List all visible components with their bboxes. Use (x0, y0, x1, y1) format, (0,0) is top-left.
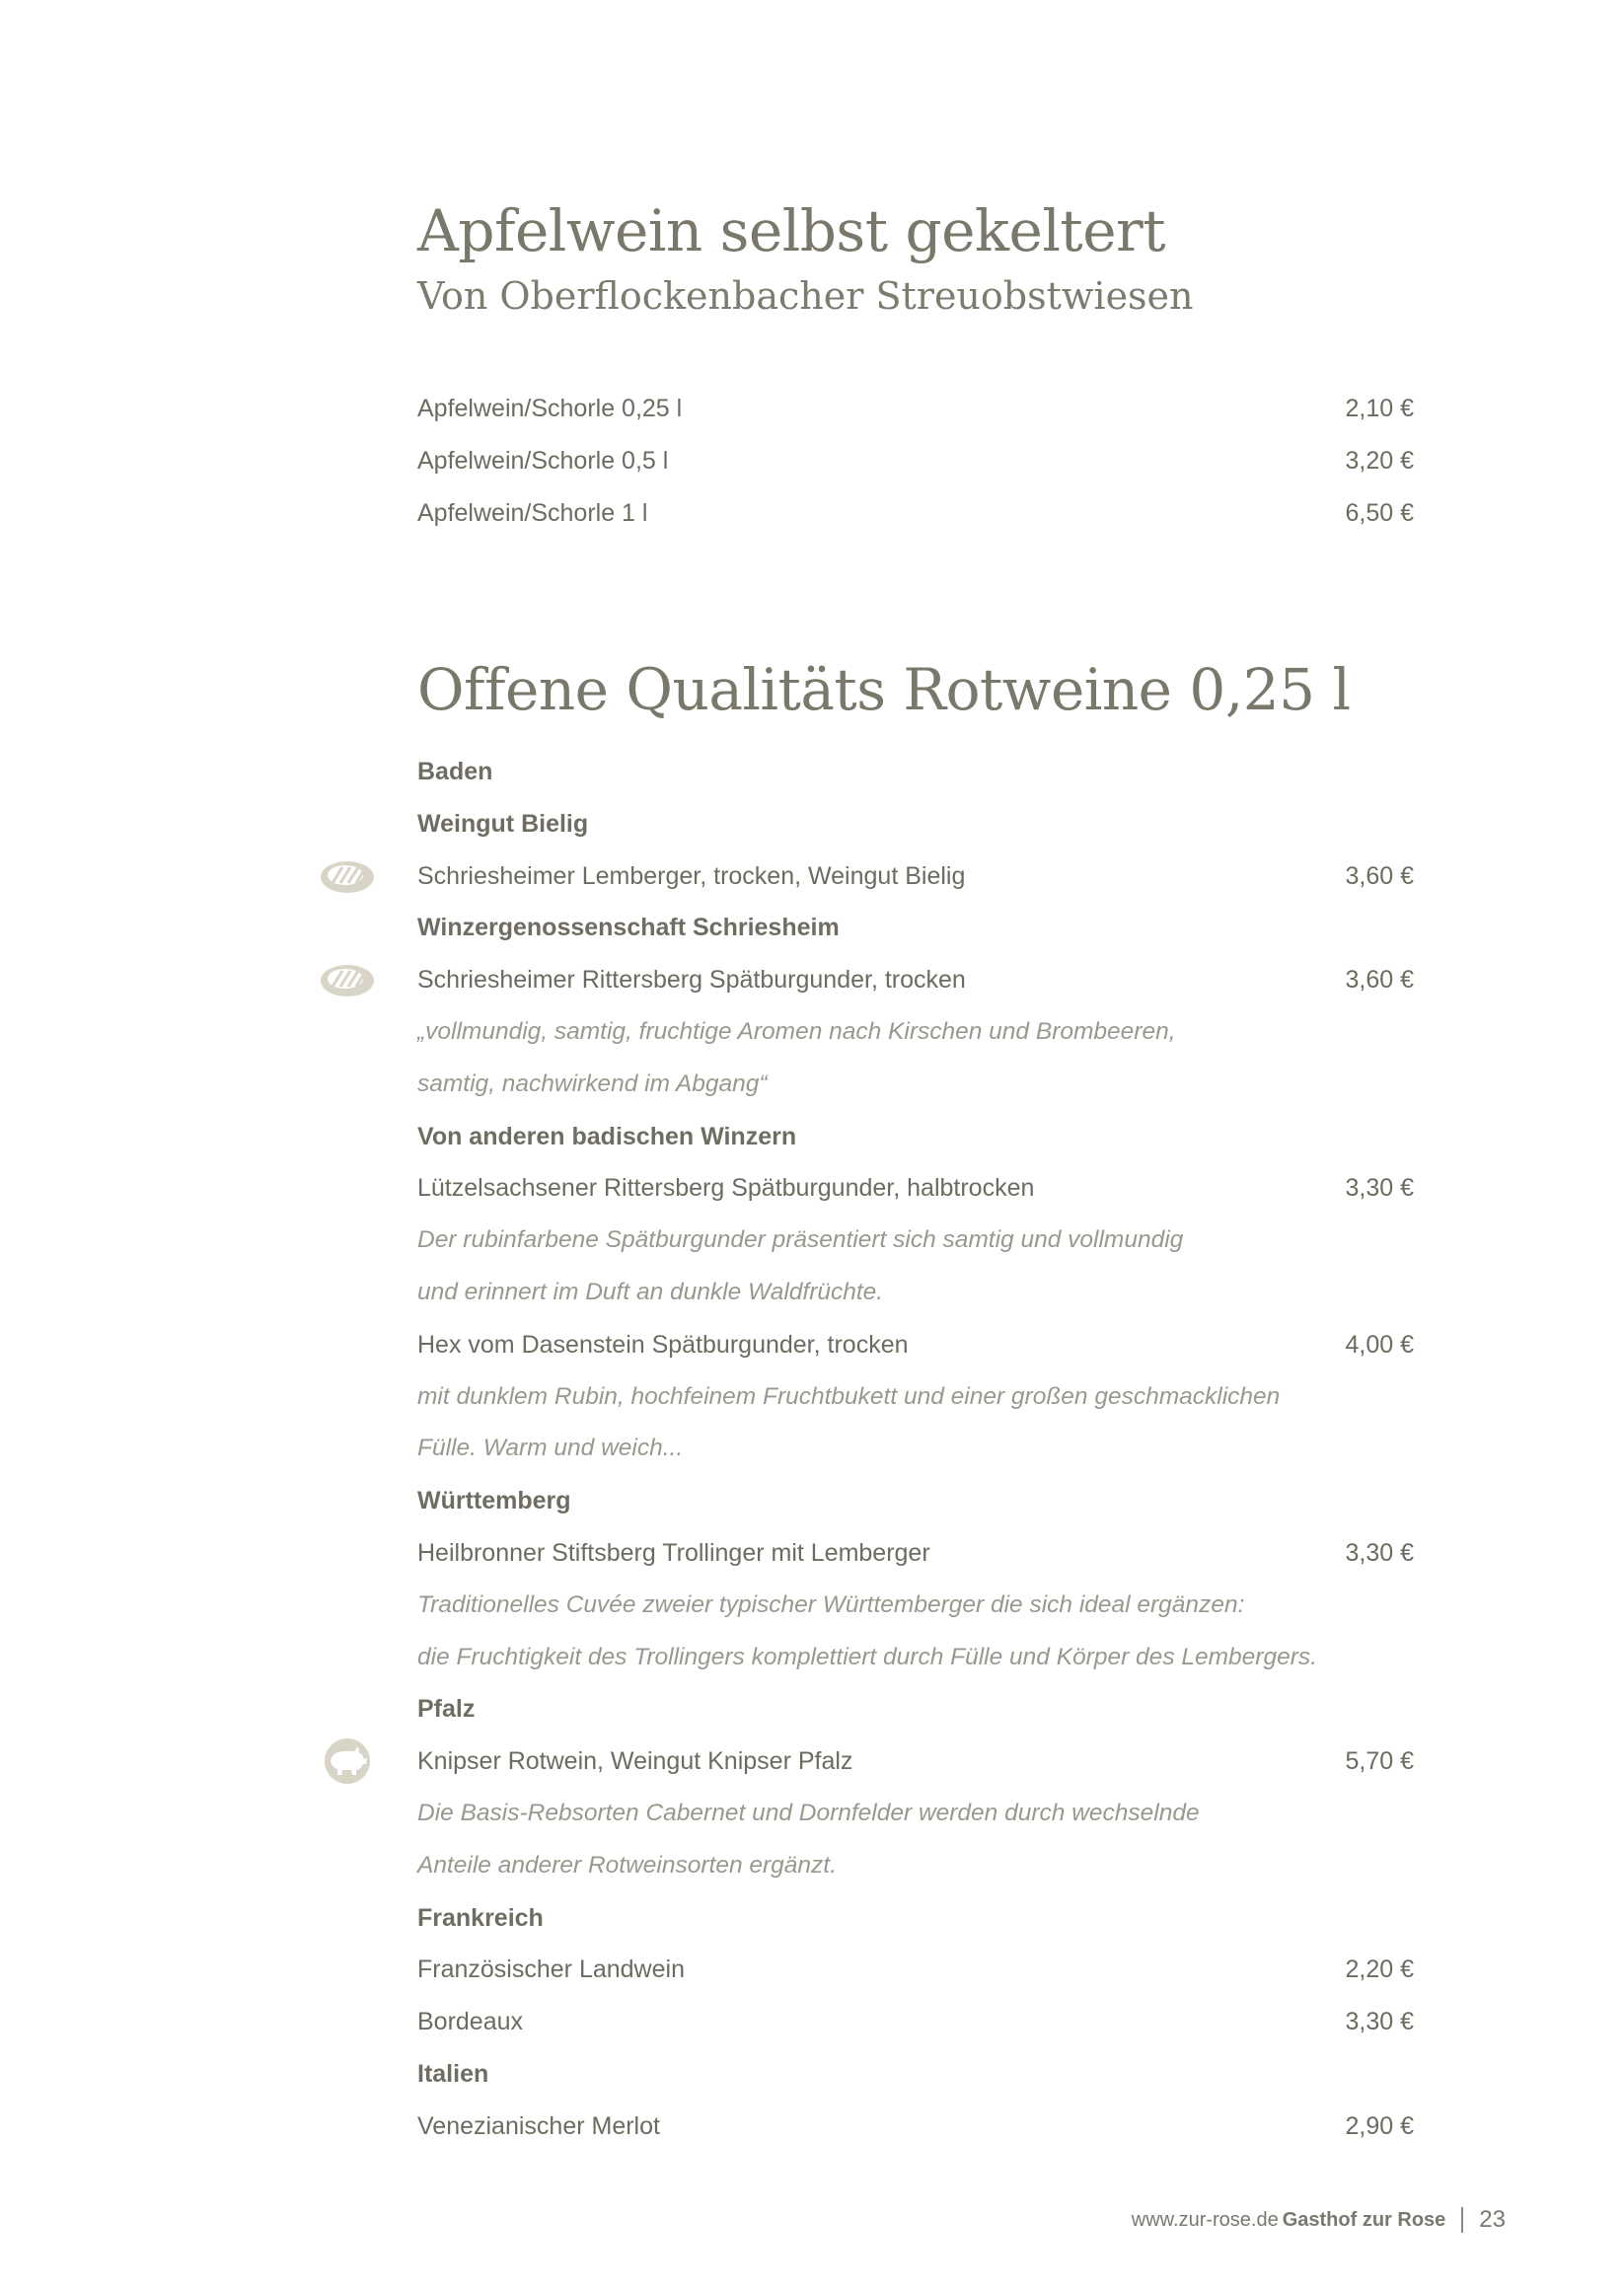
list-item (417, 850, 1414, 903)
region-heading (417, 902, 1414, 954)
wine-description (417, 1423, 1414, 1475)
region-label: Württemberg (417, 1487, 571, 1515)
description-text: Anteile anderer Rotweinsorten ergänzt. (417, 1851, 837, 1879)
region-heading (417, 1475, 1414, 1527)
list-item (417, 1162, 1414, 1215)
list-item (417, 1944, 1414, 1996)
item-name: Hex vom Dasenstein Spätburgunder, trocken (417, 1330, 909, 1359)
item-name: Schriesheimer Rittersberg Spätburgunder, trocken (417, 966, 966, 995)
wine-description (417, 1059, 1414, 1111)
description-text: Traditionelles Cuvée zweier typischer Württemberger die sich ideal ergänzen: (417, 1590, 1245, 1618)
wine-description (417, 1788, 1414, 1840)
region-label: Winzergenossenschaft Schriesheim (417, 914, 840, 942)
wine-description (417, 1215, 1414, 1267)
apfelwein-title: Apfelwein selbst gekeltert (417, 197, 1166, 264)
item-price: 3,20 € (1345, 446, 1414, 475)
list-item (417, 1527, 1414, 1580)
item-price: 6,50 € (1345, 498, 1414, 527)
item-price: 3,60 € (1345, 966, 1414, 995)
wine-description (417, 1632, 1414, 1684)
item-price: 5,70 € (1345, 1747, 1414, 1776)
region-heading (417, 1892, 1414, 1945)
description-text: samtig, nachwirkend im Abgang“ (417, 1070, 768, 1097)
list-item (417, 383, 1414, 435)
rotweine-title: Offene Qualitäts Rotweine 0,25 l (417, 656, 1351, 723)
item-price: 3,30 € (1345, 1538, 1414, 1567)
region-heading (417, 798, 1414, 850)
region-heading (417, 746, 1414, 798)
wine-description (417, 1006, 1414, 1059)
footer-website: www.zur-rose.de (1131, 2208, 1279, 2231)
apfelwein-subtitle: Von Oberflockenbacher Streuobstwiesen (417, 274, 1194, 318)
description-text: „vollmundig, samtig, fruchtige Aromen nach Kirschen und Brombeeren, (417, 1017, 1176, 1045)
wine-description (417, 1371, 1414, 1424)
list-item (417, 435, 1414, 487)
description-text: mit dunklem Rubin, hochfeinem Fruchtbukett und einer großen geschmacklichen (417, 1382, 1281, 1410)
item-name: Lützelsachsener Rittersberg Spätburgunder, halbtrocken (417, 1174, 1035, 1203)
region-label: Frankreich (417, 1903, 544, 1932)
description-text: und erinnert im Duft an dunkle Waldfrüchte. (417, 1278, 884, 1305)
description-text: die Fruchtigkeit des Trollingers komplettiert durch Fülle und Körper des Lembergers. (417, 1643, 1317, 1670)
item-name: Apfelwein/Schorle 0,25 l (417, 395, 683, 422)
list-item (417, 1735, 1414, 1788)
list-item (417, 1996, 1414, 2048)
item-price: 2,10 € (1345, 395, 1414, 422)
list-item (417, 487, 1414, 540)
region-label: Pfalz (417, 1695, 476, 1724)
item-name: Bordeaux (417, 2008, 524, 2036)
item-price: 2,20 € (1345, 1956, 1414, 1984)
description-text: Die Basis-Rebsorten Cabernet und Dornfelder werden durch wechselnde (417, 1799, 1200, 1826)
item-price: 3,30 € (1345, 1174, 1414, 1203)
wine-description (417, 1840, 1414, 1892)
item-price: 4,00 € (1345, 1330, 1414, 1359)
region-heading (417, 1111, 1414, 1163)
item-price: 2,90 € (1345, 2111, 1414, 2140)
region-label: Weingut Bielig (417, 809, 589, 838)
steak-icon (319, 960, 376, 999)
region-label: Italien (417, 2059, 489, 2088)
rotweine-price-list (417, 746, 1414, 2153)
item-name: Apfelwein/Schorle 0,5 l (417, 446, 669, 475)
region-label: Von anderen badischen Winzern (417, 1122, 797, 1150)
description-text: Fülle. Warm und weich... (417, 1435, 684, 1462)
region-heading (417, 2048, 1414, 2101)
item-price: 3,30 € (1345, 2008, 1414, 2036)
item-name: Französischer Landwein (417, 1956, 685, 1984)
region-label: Baden (417, 758, 493, 785)
list-item (417, 954, 1414, 1006)
item-name: Heilbronner Stiftsberg Trollinger mit Lemberger (417, 1538, 930, 1567)
list-item (417, 1319, 1414, 1371)
item-name: Apfelwein/Schorle 1 l (417, 498, 648, 527)
apfelwein-price-list (417, 383, 1414, 539)
footer-brand: Gasthof zur Rose (1282, 2208, 1446, 2231)
pig-icon (319, 1736, 376, 1786)
list-item (417, 2101, 1414, 2153)
item-name: Schriesheimer Lemberger, trocken, Weingut Bielig (417, 861, 966, 890)
item-name: Knipser Rotwein, Weingut Knipser Pfalz (417, 1747, 853, 1776)
footer-divider (1461, 2207, 1463, 2233)
page-footer (1132, 2206, 1506, 2234)
steak-icon (319, 856, 376, 896)
description-text: Der rubinfarbene Spätburgunder präsentiert sich samtig und vollmundig (417, 1226, 1184, 1254)
region-heading (417, 1683, 1414, 1735)
wine-description (417, 1580, 1414, 1632)
wine-description (417, 1267, 1414, 1319)
item-price: 3,60 € (1345, 861, 1414, 890)
page-number: 23 (1479, 2206, 1506, 2233)
item-name: Venezianischer Merlot (417, 2111, 660, 2140)
